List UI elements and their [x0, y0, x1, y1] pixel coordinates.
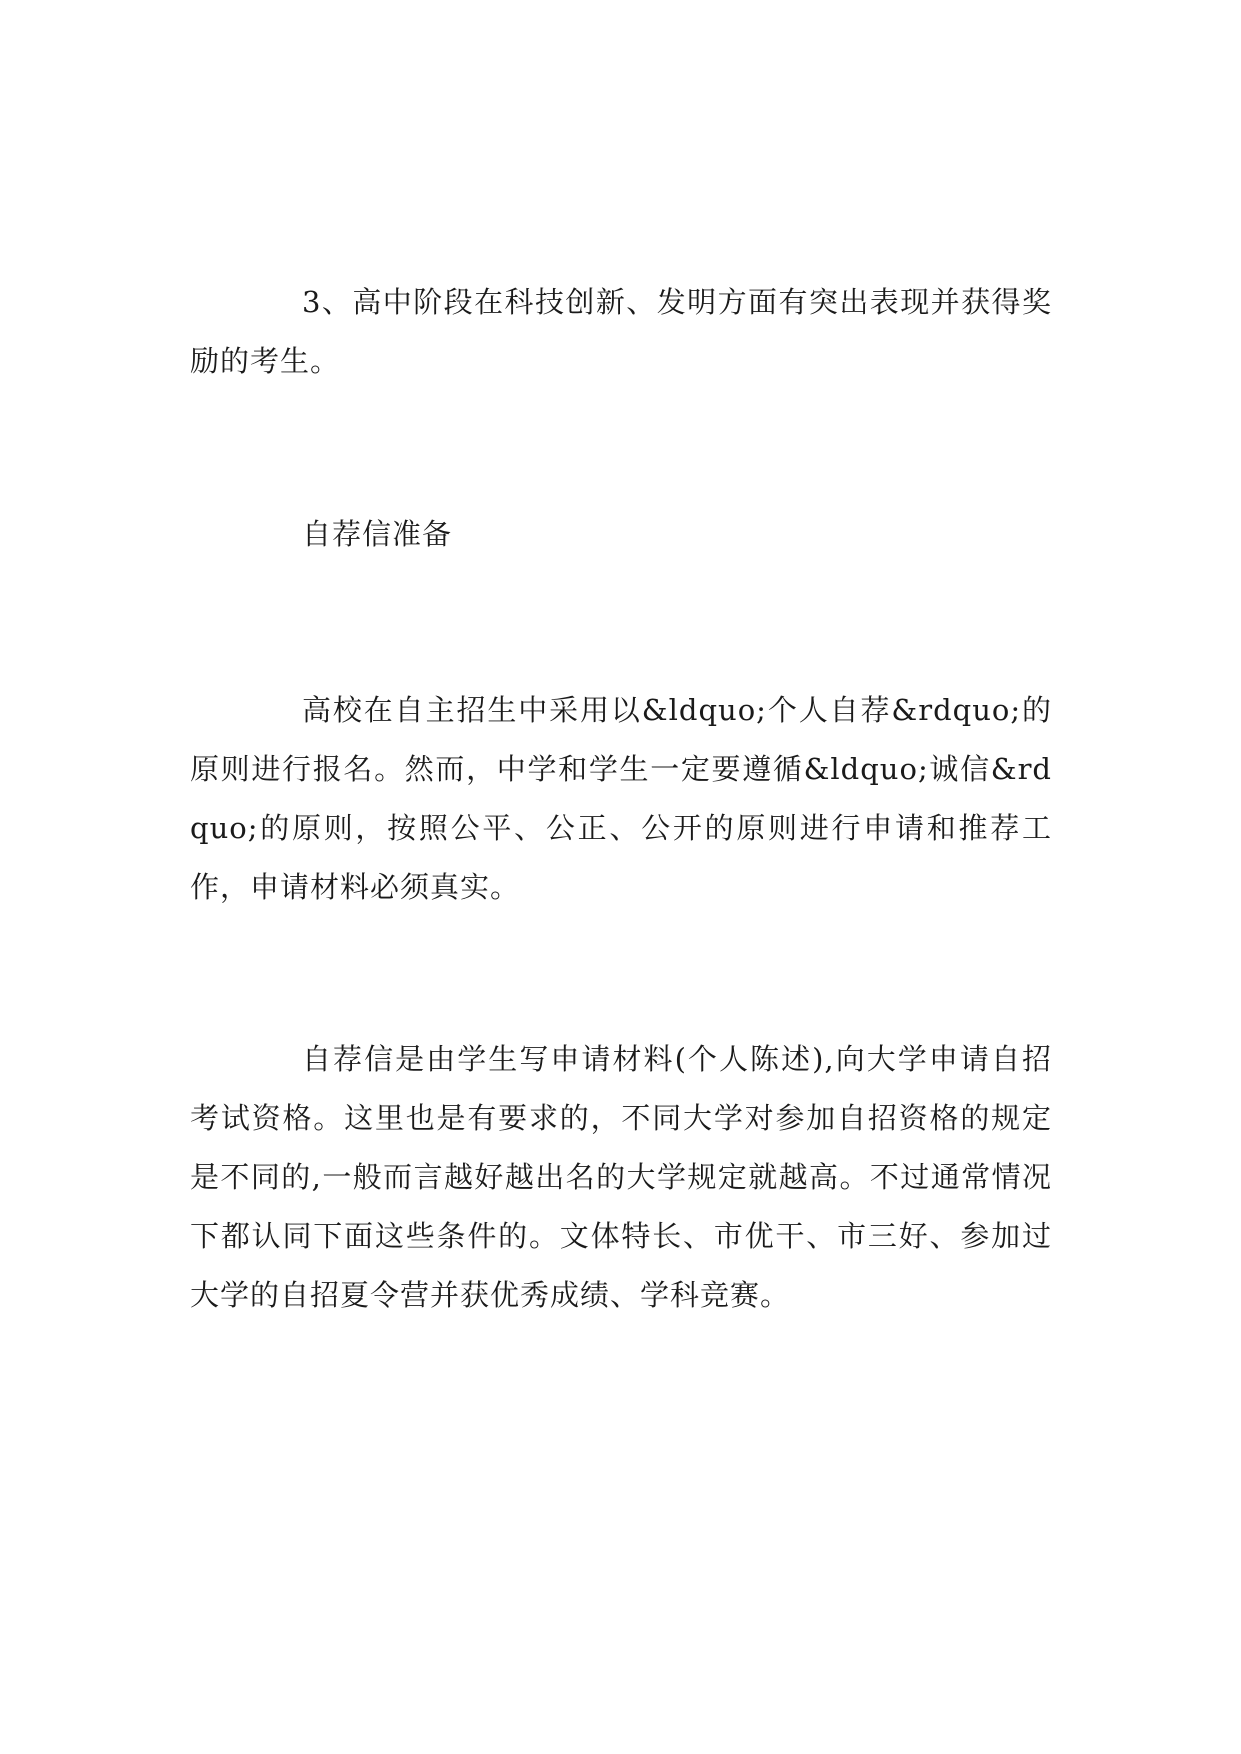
section-heading-self-recommendation: 自荐信准备: [302, 517, 453, 551]
paragraph-award-criteria: 3、高中阶段在科技创新、发明方面有突出表现并获得奖励的考生。: [190, 285, 1052, 378]
paragraph-integrity-principle: 高校在自主招生中采用以&ldquo;个人自荐&rdquo;的原则进行报名。然而，中学和学生一定要遵循&ldquo;诚信&rdquo;的原则，按照公平、公正、公开的原则进行申请和推荐工作，申请材料必须真实。: [190, 693, 1052, 904]
paragraph-self-recommendation-letter: 自荐信是由学生写申请材料(个人陈述),向大学申请自招考试资格。这里也是有要求的，不同大学对参加自招资格的规定是不同的,一般而言越好越出名的大学规定就越高。不过通常情况下都认同下面这些条件的。文体特长、市优干、市三好、参加过大学的自招夏令营并获优秀成绩、学科竞赛。: [190, 1042, 1052, 1312]
